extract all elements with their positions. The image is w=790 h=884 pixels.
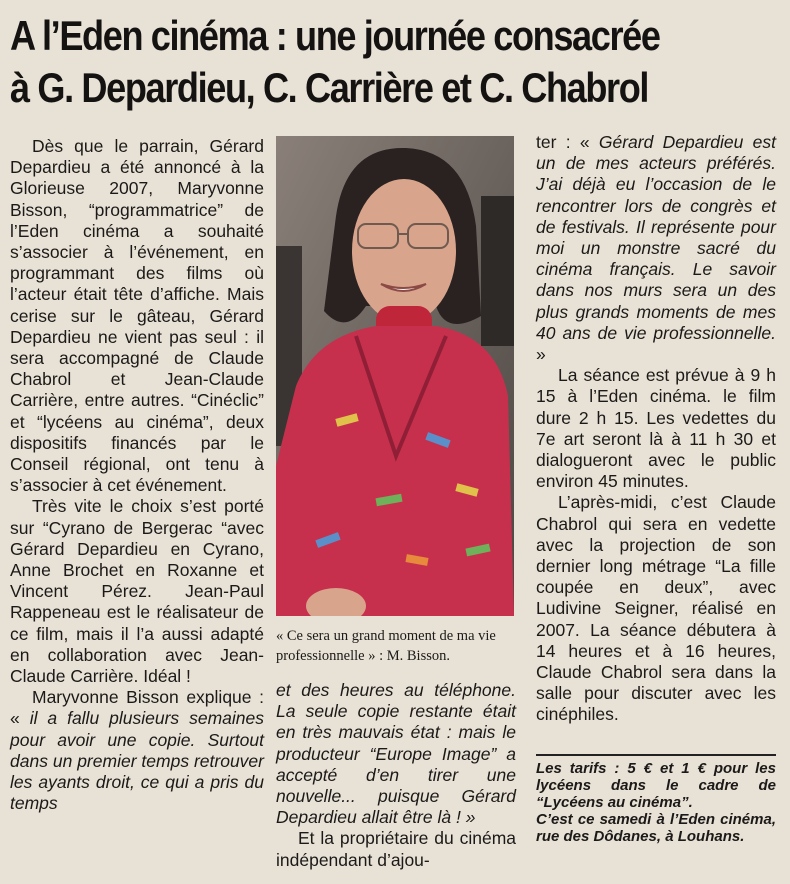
quote-text: Gérard Depardieu est un de mes acteurs préférés. J’ai déjà eu l’occasion de le rencontrer lors de congrès et de festivals. Il représente pour moi un monstre sacré du cinéma français. Le savoir dans nos murs sera un des plus grands moments de mes 40 ans de vie professionnelle.: [536, 132, 776, 343]
column-2: [276, 680, 516, 871]
column-3: [536, 132, 776, 726]
paragraph: La séance est prévue à 9 h 15 à l’Eden cinéma. le film dure 2 h 15. Les vedettes du 7e art seront là à 11 h 30 et dialogueront avec le public environ 45 minutes.: [536, 365, 776, 492]
headline-line-1: A l’Eden cinéma : une journée consacrée: [10, 12, 660, 59]
paragraph: [536, 132, 776, 365]
paragraph-lead: ter : «: [536, 132, 599, 152]
headline: [10, 10, 672, 114]
photo-caption: « Ce sera un grand moment de ma vie professionnelle » : M. Bisson.: [276, 628, 496, 664]
paragraph: Et la propriétaire du cinéma indépendant d’ajou-: [276, 828, 516, 870]
column-1: [10, 136, 264, 815]
quote-text: et des heures au téléphone. La seule copie restante était en très mauvais état : mais le producteur “Europe Image” a accepté d’en tirer une nouvelle... puisque Gérard Depardieu allait être là ! »: [276, 680, 516, 828]
portrait-illustration: [276, 136, 514, 616]
paragraph-lead: Maryvonne Bisson explique : «: [10, 687, 264, 729]
quote-end: »: [536, 344, 546, 365]
paragraph: [10, 687, 264, 814]
tarifs-text: Les tarifs : 5 € et 1 € pour les lycéens dans le cadre de “Lycéens au cinéma”.: [536, 760, 776, 811]
info-box: [536, 760, 776, 845]
headline-line-2: à G. Depardieu, C. Carrière et C. Chabrol: [10, 64, 649, 111]
paragraph: L’après-midi, c’est Claude Chabrol qui sera en vedette avec la projection de son dernier long métrage “La fille coupée en deux”, avec Ludivine Seigner, réalisé en 2007. La séance débutera à 14 heures et à 16 heures, Claude Chabrol sera dans la salle pour discuter avec les cinéphiles.: [536, 492, 776, 725]
paragraph: Dès que le parrain, Gérard Depardieu a été annoncé à la Glorieuse 2007, Maryvonne Bisson, “programmatrice” de l’Eden cinéma a souhaité s’associer à l’événement, en programmant des films où l’acteur était tête d’affiche. Mais cerise sur le gâteau, Gérard Depardieu ne vient pas seul : il sera accompagné de Claude Chabrol et Jean-Claude Carrière, entre autres. “Cinéclic” et “lycéens au cinéma”, deux dispositifs financés par le Conseil régional, ont tenu à s’associer à cet événement.: [10, 136, 264, 496]
divider: [536, 754, 776, 756]
portrait-photo: [276, 136, 514, 616]
location-text: C’est ce samedi à l’Eden cinéma, rue des Dôdanes, à Louhans.: [536, 811, 776, 845]
quote-text: il a fallu plusieurs semaines pour avoir une copie. Surtout dans un premier temps retrouver les ayants droit, ce qui a pris du temps: [10, 708, 264, 814]
paragraph: Très vite le choix s’est porté sur “Cyrano de Bergerac “avec Gérard Depardieu en Cyrano, Anne Brochet en Roxanne et Vincent Pérez. Jean-Paul Rappeneau est le réalisateur de ce film, mais il l’a aussi adapté en collaboration avec Jean-Claude Carrière. Idéal !: [10, 496, 264, 687]
